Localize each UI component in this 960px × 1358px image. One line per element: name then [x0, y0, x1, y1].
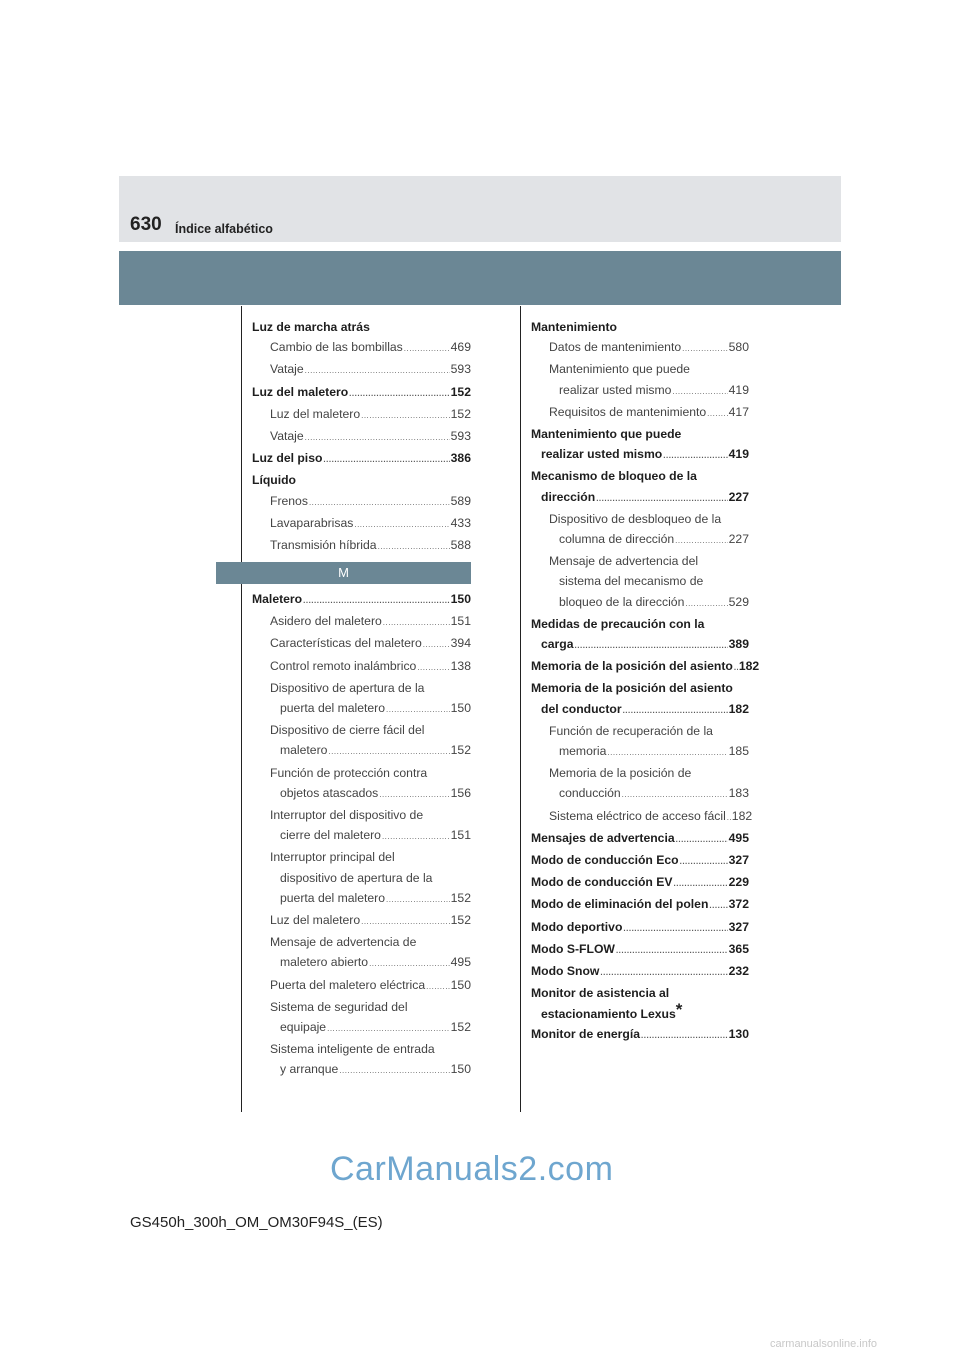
index-subentry: Dispositivo de cierre fácil del [270, 723, 425, 738]
page-number: 630 [130, 214, 162, 235]
index-subentry: Mensaje de advertencia del [549, 554, 699, 569]
index-subentry-continued: conducción ..... 183 [531, 783, 749, 805]
index-subentry-continued: columna de dirección ..... 227 [531, 529, 749, 551]
index-subentry: Dispositivo de desbloqueo de la [549, 511, 722, 526]
index-subentry: Cambio de las bombillas ..... 469 [252, 337, 471, 359]
index-subentry: Memoria de la posición de [549, 766, 692, 781]
index-subentry-continued: maletero abierto ..... 495 [252, 952, 471, 974]
index-entry: Mantenimiento [531, 320, 617, 334]
index-subentry-continued: objetos atascados ..... 156 [252, 783, 471, 805]
index-entry-continued: realizar usted mismo ..... 419 [531, 444, 749, 466]
index-entry: Monitor de asistencia al [531, 986, 670, 1001]
index-subentry: Asidero del maletero ..... 151 [252, 611, 471, 633]
index-entry: Luz del maletero ..... 152 [252, 382, 471, 404]
index-subentry: Función de protección contra [270, 765, 428, 780]
index-entry: Memoria de la posición del asiento [531, 681, 733, 696]
index-subentry: Sistema eléctrico de acceso fácil ..... 182 [531, 806, 749, 828]
index-entry: Modo deportivo ..... 327 [531, 917, 749, 939]
index-subentry-continued: maletero ..... 152 [252, 740, 471, 762]
index-subentry-continued: equipaje ..... 152 [252, 1017, 471, 1039]
index-subentry: Lavaparabrisas ..... 433 [252, 513, 471, 535]
index-subentry-continued: cierre del maletero ..... 151 [252, 825, 471, 847]
index-subentry-continued: sistema del mecanismo de [559, 574, 704, 589]
site-watermark: carmanualsonline.info [770, 1338, 878, 1350]
footnote-mark: * [675, 999, 683, 1019]
document-code: GS450h_300h_OM_OM30F94S_(ES) [130, 1214, 383, 1231]
index-entry-continued: del conductor ..... 182 [531, 699, 749, 721]
index-subentry-continued: puerta del maletero ..... 150 [252, 698, 471, 720]
index-subentry-continued: y arranque ..... 150 [252, 1059, 471, 1081]
index-subentry: Función de recuperación de la [549, 723, 713, 738]
index-subentry: Datos de mantenimiento ..... 580 [531, 337, 749, 359]
index-subentry: Frenos ..... 589 [252, 491, 471, 513]
index-column-right [531, 317, 760, 1046]
index-entry: Maletero ..... 150 [252, 589, 471, 611]
watermark-text: CarManuals2.com [330, 1150, 614, 1188]
index-entry: Mantenimiento que puede [531, 427, 682, 442]
index-entry: Modo de conducción EV ..... 229 [531, 872, 749, 894]
letter-section-header: M [216, 562, 471, 584]
index-subentry-continued: memoria ..... 185 [531, 741, 749, 763]
index-subentry: Mensaje de advertencia de [270, 935, 417, 950]
column-divider-right [520, 306, 521, 1112]
column-divider-left [241, 306, 242, 1112]
index-entry: Monitor de energía ..... 130 [531, 1024, 749, 1046]
index-entry: Luz de marcha atrás [252, 320, 370, 334]
index-subentry: Características del maletero ..... 394 [252, 633, 471, 655]
index-subentry: Mantenimiento que puede [549, 362, 690, 377]
index-entry: Líquido [252, 473, 296, 488]
index-subentry: Vataje ..... 593 [252, 359, 471, 381]
index-entry: Modo Snow ..... 232 [531, 961, 749, 983]
index-entry: Modo de conducción Eco ..... 327 [531, 850, 749, 872]
index-column-left-l [252, 317, 471, 557]
index-entry-continued: dirección ..... 227 [531, 487, 749, 509]
index-subentry-continued: puerta del maletero ..... 152 [252, 888, 471, 910]
index-subentry: Transmisión híbrida ..... 588 [252, 535, 471, 557]
index-subentry: Interruptor principal del [270, 850, 395, 865]
index-entry-continued: estacionamiento Lexus* [541, 999, 683, 1021]
index-subentry: Puerta del maletero eléctrica ..... 150 [252, 975, 471, 997]
index-subentry-continued: dispositivo de apertura de la [280, 870, 433, 885]
index-subentry-continued: realizar usted mismo ..... 419 [531, 380, 749, 402]
index-subentry: Interruptor del dispositivo de [270, 808, 424, 823]
header-band [119, 251, 841, 305]
index-entry: Modo de eliminación del polen ..... 372 [531, 894, 749, 916]
index-subentry-continued: bloqueo de la dirección ..... 529 [531, 592, 749, 614]
index-subentry: Sistema inteligente de entrada [270, 1042, 435, 1057]
index-entry: Mecanismo de bloqueo de la [531, 469, 697, 484]
index-subentry: Dispositivo de apertura de la [270, 680, 425, 695]
index-entry-continued: carga ..... 389 [531, 634, 749, 656]
index-entry: Medidas de precaución con la [531, 616, 705, 631]
index-entry: Luz del piso ..... 386 [252, 448, 471, 470]
index-entry: Modo S-FLOW ..... 365 [531, 939, 749, 961]
index-subentry: Vataje ..... 593 [252, 426, 471, 448]
index-subentry: Sistema de seguridad del [270, 999, 408, 1014]
index-entry: Memoria de la posición del asiento ..... 182 [531, 656, 749, 678]
index-subentry: Luz del maletero ..... 152 [252, 910, 471, 932]
index-subentry: Control remoto inalámbrico ..... 138 [252, 656, 471, 678]
index-subentry: Requisitos de mantenimiento ..... 417 [531, 402, 749, 424]
index-subentry: Luz del maletero ..... 152 [252, 404, 471, 426]
section-title: Índice alfabético [175, 222, 273, 236]
index-column-left-m [252, 589, 471, 1082]
index-entry: Mensajes de advertencia ..... 495 [531, 828, 749, 850]
